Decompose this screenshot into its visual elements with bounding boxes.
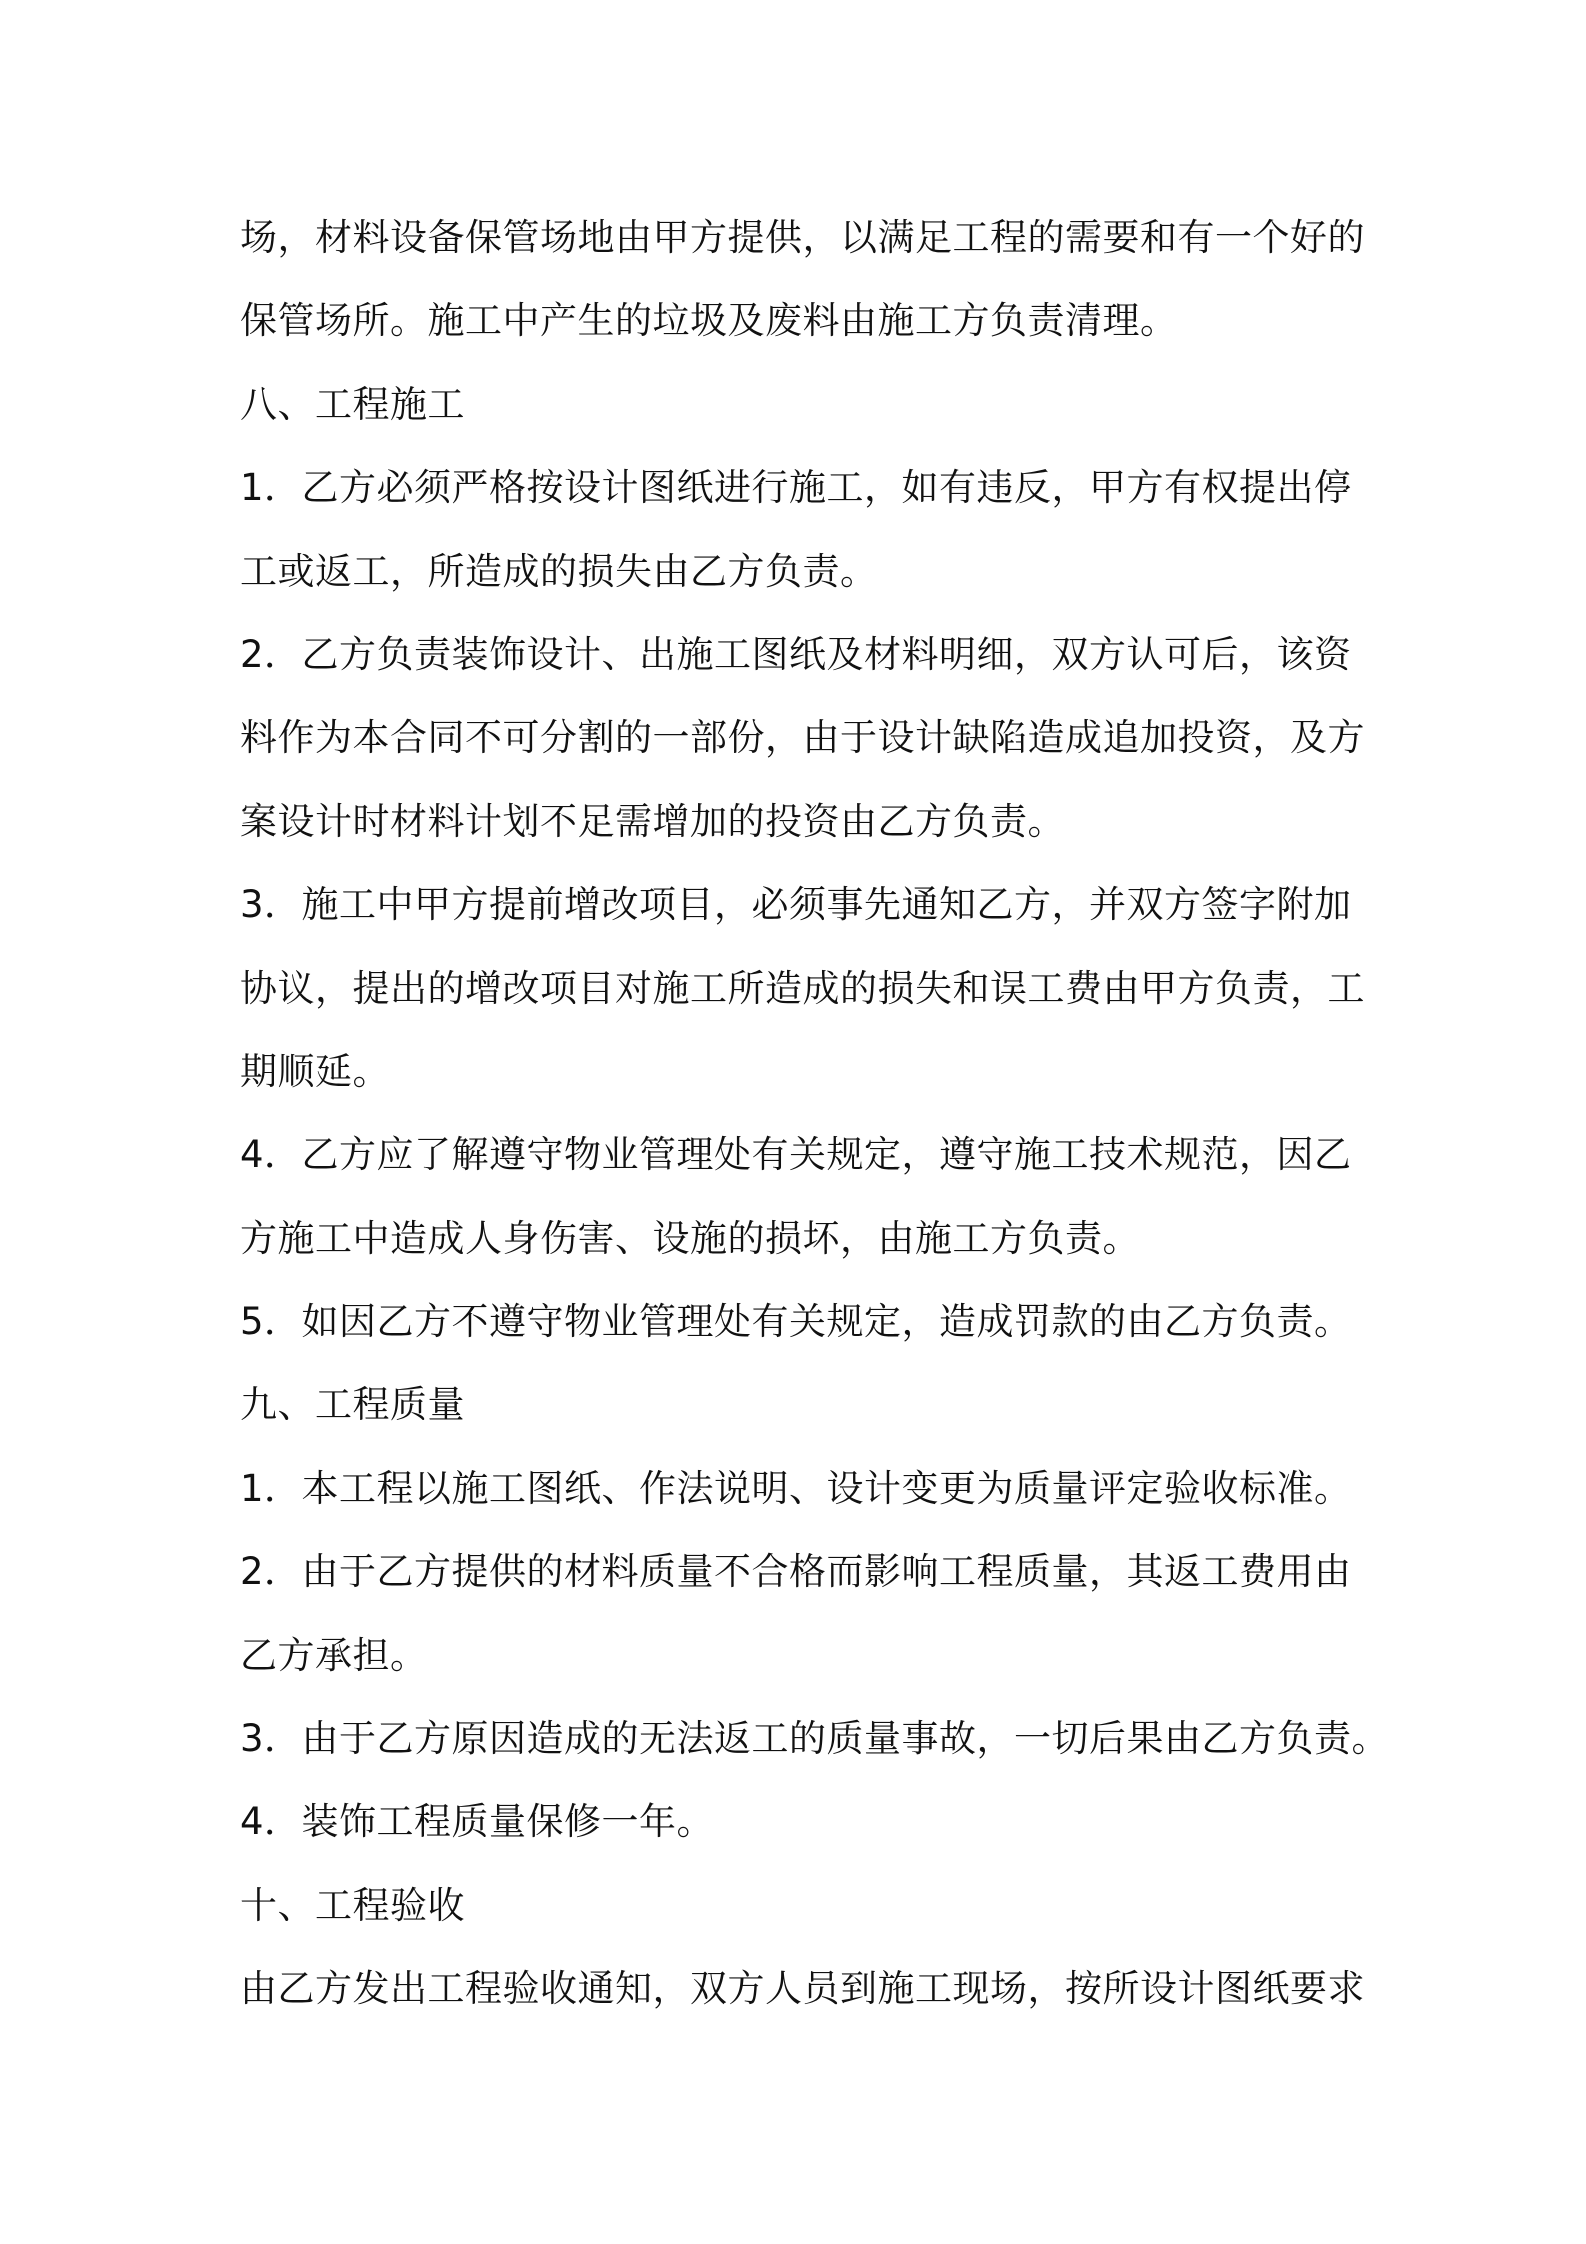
- text-line: 4．装饰工程质量保修一年。: [240, 1800, 715, 1844]
- text-line: 工或返工，所造成的损失由乙方负责。: [240, 549, 878, 593]
- text-line: 乙方承担。: [240, 1633, 428, 1677]
- text-line: 期顺延。: [240, 1049, 390, 1093]
- text-line: 由乙方发出工程验收通知，双方人员到施工现场，按所设计图纸要求: [240, 1967, 1365, 2011]
- text-line: 方施工中造成人身伤害、设施的损坏，由施工方负责。: [240, 1216, 1140, 1260]
- section-heading: 八、工程施工: [240, 382, 465, 426]
- text-line: 5．如因乙方不遵守物业管理处有关规定，造成罚款的由乙方负责。: [240, 1300, 1352, 1344]
- text-line: 保管场所。施工中产生的垃圾及废料由施工方负责清理。: [240, 299, 1178, 343]
- text-line: 3．施工中甲方提前增改项目，必须事先通知乙方，并双方签字附加: [240, 883, 1352, 927]
- section-heading: 九、工程质量: [240, 1383, 465, 1427]
- text-line: 1．本工程以施工图纸、作法说明、设计变更为质量评定验收标准。: [240, 1466, 1352, 1510]
- text-line: 3．由于乙方原因造成的无法返工的质量事故，一切后果由乙方负责。: [240, 1717, 1390, 1761]
- text-line: 2．由于乙方提供的材料质量不合格而影响工程质量，其返工费用由: [240, 1550, 1352, 1594]
- text-line: 案设计时材料计划不足需增加的投资由乙方负责。: [240, 799, 1065, 843]
- text-line: 2．乙方负责装饰设计、出施工图纸及材料明细，双方认可后，该资: [240, 632, 1352, 676]
- text-line: 料作为本合同不可分割的一部份，由于设计缺陷造成追加投资，及方: [240, 716, 1365, 760]
- text-line: 1．乙方必须严格按设计图纸进行施工，如有违反，甲方有权提出停: [240, 466, 1352, 510]
- section-heading: 十、工程验收: [240, 1883, 465, 1927]
- document-body: [240, 196, 1390, 2031]
- text-line: 协议，提出的增改项目对施工所造成的损失和误工费由甲方负责，工: [240, 966, 1365, 1010]
- text-line: 场，材料设备保管场地由甲方提供，以满足工程的需要和有一个好的: [240, 216, 1365, 259]
- text-line: 4．乙方应了解遵守物业管理处有关规定，遵守施工技术规范，因乙: [240, 1133, 1352, 1177]
